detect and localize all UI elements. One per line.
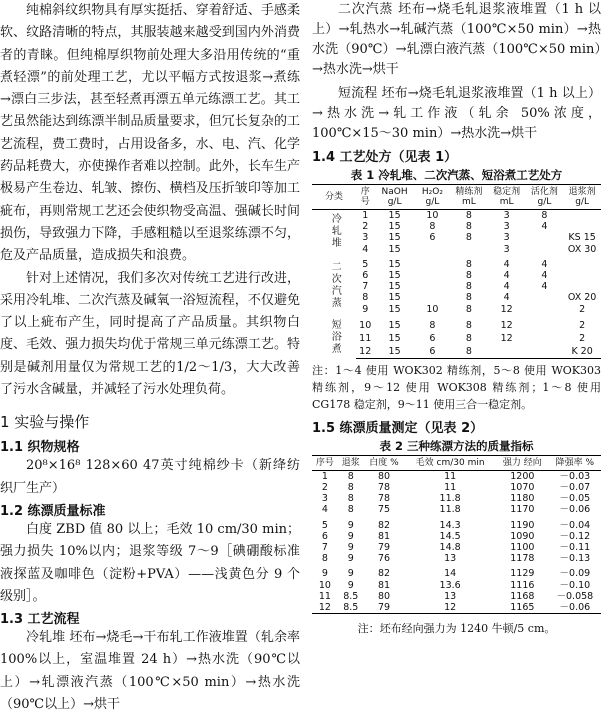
section-1-3-heading: 1.3 工艺流程 xyxy=(0,612,80,628)
table-2-cell: 1180 xyxy=(510,493,535,505)
table-1-cell: 2 xyxy=(579,319,586,331)
table-1-cell: 10 xyxy=(426,303,439,315)
table-1-cell xyxy=(415,281,450,292)
table-1-cell: 15 xyxy=(388,270,401,282)
table-2-cell: 6 xyxy=(321,530,328,542)
table-1-cell xyxy=(563,255,601,270)
table-1-cell: 15 xyxy=(388,243,401,255)
table-2-cell: 11 xyxy=(444,470,457,482)
table-2-cell: 78 xyxy=(377,482,391,494)
table-1-cell: 3 xyxy=(503,232,510,244)
table-row xyxy=(312,244,601,255)
table-1-cell: 4 xyxy=(541,281,548,293)
table-row xyxy=(312,255,601,270)
table-1-cell: 6 xyxy=(415,345,450,358)
table-1-cell: 6 xyxy=(362,270,369,282)
table-1-header: 稳定剂 mL xyxy=(488,185,526,210)
table-2-cell: 9 xyxy=(347,530,354,542)
right-column xyxy=(312,0,601,636)
table-1-cell: 4 xyxy=(503,281,510,293)
table-2-cell: －0.04 xyxy=(559,519,591,531)
table-row xyxy=(312,531,601,542)
table-2-cell: 11 xyxy=(444,482,457,494)
table-1-cell: 15 xyxy=(388,303,401,315)
table-2-cell: 2 xyxy=(321,482,328,494)
table-2-cell: 4 xyxy=(321,504,328,516)
table-1-cell: 4 xyxy=(503,292,510,304)
table-2-cell: 80 xyxy=(377,590,391,602)
table-row xyxy=(312,542,601,553)
table-row xyxy=(312,602,601,614)
table-1-header: H₂O₂ g/L xyxy=(415,185,450,210)
table-2-cell: 13 xyxy=(444,553,457,565)
table-2-cell: 1070 xyxy=(510,482,535,494)
table-2-cell: －0.05 xyxy=(559,493,591,505)
left-column xyxy=(0,0,300,716)
table-2-cell: 82 xyxy=(377,568,391,580)
section-1-5-heading: 1.5 练漂质量测定（见表 2） xyxy=(312,420,484,436)
table-2-cell: 1100 xyxy=(510,542,535,554)
table-1-cell: 12 xyxy=(500,303,513,315)
table-2-cell: 82 xyxy=(377,519,391,531)
table-2-header: 序号 xyxy=(312,455,338,470)
table-1-cell: 8 xyxy=(465,332,472,344)
table-2-cell: －0.13 xyxy=(559,553,591,565)
quality-standard-text: 白度 ZBD 值 80 以上；毛效 10 cm/30 min；强力损失 10%以内；退浆等级 7～9［碘硼酸标准液探蓝及咖啡色（淀粉+PVA）——浅黄色分 9 个级别］。 xyxy=(0,521,300,604)
table-2-cell: 11 xyxy=(318,590,331,602)
table-2-cell: 11.8 xyxy=(439,504,461,516)
table-row xyxy=(312,232,601,243)
table-2-cell: 76 xyxy=(377,553,391,565)
table-row xyxy=(312,553,601,564)
table-row xyxy=(312,304,601,315)
table-row xyxy=(312,516,601,531)
table-1-cell xyxy=(526,292,564,303)
table-2-cell: 1090 xyxy=(510,530,535,542)
table-1-cell: 8 xyxy=(465,281,472,293)
table-2-cell: 14.8 xyxy=(439,542,461,554)
table-1-cell: 9 xyxy=(362,303,369,315)
table-1-cell: 4 xyxy=(503,258,510,270)
table-1-cell: 15 xyxy=(388,319,401,331)
table-row xyxy=(312,591,601,602)
table-2-header: 强力 经向 xyxy=(496,455,549,470)
table-1-cell: 4 xyxy=(541,270,548,282)
table-1-cell: 3 xyxy=(362,232,369,244)
table-1-cell xyxy=(526,332,564,345)
table-1-cell: 15 xyxy=(388,221,401,233)
table-1-cell: 15 xyxy=(388,232,401,244)
table-1-cell xyxy=(415,292,450,303)
table-1-header: 精练剂 mL xyxy=(450,185,488,210)
table-row xyxy=(312,332,601,345)
table-row xyxy=(312,504,601,515)
table-2-cell: 79 xyxy=(377,542,391,554)
table-2-cell: 9 xyxy=(347,542,354,554)
table-1-cell xyxy=(526,232,564,243)
table-1-cell: 8 xyxy=(465,232,472,244)
table-1-cell: 15 xyxy=(388,332,401,344)
table-2 xyxy=(312,455,601,614)
table-1-cell xyxy=(415,270,450,281)
table-2-cell: 8 xyxy=(347,470,354,482)
table-1-cell xyxy=(488,345,526,358)
table-1-cell: 12 xyxy=(356,345,374,358)
table-2-cell: 13.6 xyxy=(439,579,461,591)
table-1-cell: 1 xyxy=(362,210,369,221)
table-row xyxy=(312,482,601,493)
table-2-header: 降强率 % xyxy=(549,455,601,470)
table-row xyxy=(312,470,601,482)
table-2-cell: 81 xyxy=(377,579,391,591)
table-1-cell: 15 xyxy=(388,258,401,270)
table-2-cell: 8 xyxy=(347,482,354,494)
table-1-cell: K 20 xyxy=(563,345,601,358)
section-1-2-heading: 1.2 练漂质量标准 xyxy=(0,503,106,519)
table-2-cell: 1168 xyxy=(510,590,535,602)
table-1-cell: 8 xyxy=(362,292,369,304)
table-2-cell: 10 xyxy=(318,579,331,591)
table-1-cell: 2 xyxy=(579,332,586,344)
table-2-cell: －0.07 xyxy=(559,482,591,494)
table-1-cell: 2 xyxy=(579,303,586,315)
table-1-cell: 4 xyxy=(541,221,548,233)
table-1-cell: 6 xyxy=(429,232,436,244)
table-1-cell: 10 xyxy=(359,319,372,331)
short-process-text: 短流程 坯布→烧毛轧退浆液堆置（1 h 以上）→热水洗→轧工作液（轧余 50%浓度，100℃×15～30 min）→热水洗→烘干 xyxy=(312,86,601,141)
table-2-cell: 12 xyxy=(312,602,338,614)
section-1-4-heading: 1.4 工艺处方（见表 1） xyxy=(312,150,458,165)
table-2-cell: 1190 xyxy=(510,519,535,531)
table-2-cell: 1178 xyxy=(510,553,535,565)
table-1-cell: 8 xyxy=(465,270,472,282)
table-2-cell: －0.11 xyxy=(559,542,591,554)
table-1-header: NaOH g/L xyxy=(374,185,414,210)
table-2-cell: 78 xyxy=(377,493,391,505)
table-2-cell: 8.5 xyxy=(338,602,364,614)
table-2-cell: 9 xyxy=(347,579,354,591)
table-2-cell: 9 xyxy=(347,553,354,565)
table-2-cell: 13 xyxy=(444,590,457,602)
table-1-cell xyxy=(526,345,564,358)
table-1-cell xyxy=(526,304,564,315)
table-2-cell: 14 xyxy=(444,568,457,580)
table-2-cell: 12 xyxy=(404,602,496,614)
table-1-cell: 6 xyxy=(429,332,436,344)
table-2-cell: －0.09 xyxy=(559,568,591,580)
table-2-cell: －0.06 xyxy=(549,602,601,614)
table-row xyxy=(312,493,601,504)
table-2-cell: 1170 xyxy=(510,504,535,516)
table-1-header-row xyxy=(312,185,601,210)
table-row xyxy=(312,210,601,222)
table-row xyxy=(312,564,601,579)
table-1-cell: 3 xyxy=(503,210,510,221)
table-1-cell: 8 xyxy=(465,303,472,315)
table-2-header: 退浆 xyxy=(338,455,364,470)
table-2-cell: 11.8 xyxy=(439,493,461,505)
table-1-cell xyxy=(415,244,450,255)
table-1-header: 退浆剂 g/L xyxy=(563,185,601,210)
table-2-cell: 14.3 xyxy=(439,519,461,531)
table-1-note: 注：1～4 使用 WOK302 精练剂，5～8 使用 WOK303 精练剂，9～12 使用 WOK308 精练剂；1～8 使用 CG178 稳定剂，9～11 使用三合一稳定剂。 xyxy=(312,363,601,411)
section-1-1-heading: 1.1 织物规格 xyxy=(0,440,80,456)
table-2-cell: －0.10 xyxy=(559,579,591,591)
table-1-cell: 4 xyxy=(503,270,510,282)
table-1-cell xyxy=(450,244,488,255)
table-1-cell: 8 xyxy=(465,292,472,304)
table-2-cell: －0.058 xyxy=(556,590,594,602)
table-1-cell: 15 xyxy=(388,281,401,293)
table-1-cell: 2 xyxy=(362,221,369,233)
table-2-cell: 9 xyxy=(321,568,328,580)
table-row xyxy=(312,281,601,292)
table-1-cell: 3 xyxy=(503,221,510,233)
table-1-cell xyxy=(415,255,450,270)
table-2-cell: 80 xyxy=(377,470,391,482)
table-1-cell: 7 xyxy=(362,281,369,293)
table-2-cell: 81 xyxy=(377,530,391,542)
table-2-cell: 1200 xyxy=(510,470,535,482)
table-2-cell: 1165 xyxy=(496,602,549,614)
table-1-cell: 8 xyxy=(429,221,436,233)
table-1-cell xyxy=(526,244,564,255)
table-1-group-label: 短浴煮 xyxy=(329,318,341,355)
table-1-cell xyxy=(563,281,601,292)
table-1-group-label: 冷轧堆 xyxy=(329,212,341,249)
table-2-cell: －0.06 xyxy=(559,504,591,516)
table-row xyxy=(312,580,601,591)
table-1-cell xyxy=(563,270,601,281)
table-1-cell: OX 30 xyxy=(567,243,597,255)
table-1-header: 分类 xyxy=(312,185,356,210)
table-2-cell: 8 xyxy=(347,504,354,516)
table-1-header: 活化剂 g/L xyxy=(526,185,564,210)
table-2-cell: 8 xyxy=(321,553,328,565)
table-1-cell xyxy=(526,315,564,332)
table-1-cell: 4 xyxy=(541,258,548,270)
table-2-cell: 8.5 xyxy=(343,590,359,602)
table-2-header: 毛效 cm/30 min xyxy=(404,455,496,470)
table-2-cell: 14.5 xyxy=(439,530,461,542)
table-2-note: 注：坯布经向强力为 1240 牛顿/5 cm。 xyxy=(357,622,556,636)
table-1-cell: KS 15 xyxy=(568,232,596,244)
table-row xyxy=(312,292,601,303)
intro-paragraph-2: 针对上述情况，我们多次对传统工艺进行改进，采用冷轧堆、二次汽蒸及碱氧一浴短流程，不仅避免了以上疵布产生，同时提高了产品质量。其织物白度、毛效、强力损失均优于常规三单元练漂工艺。特别是碱剂用量仅为常规工艺的1/2～1/3，大大改善了污水含碱量，并减轻了污水处理负荷。 xyxy=(0,270,300,398)
table-1-cell xyxy=(563,210,601,222)
table-1-cell: 8 xyxy=(465,258,472,270)
table-2-cell: －0.03 xyxy=(559,470,591,482)
table-2-cell: 7 xyxy=(321,542,328,554)
table-1-caption: 表 1 冷轧堆、二次汽蒸、短浴煮工艺处方 xyxy=(350,168,563,182)
table-2-cell: 9 xyxy=(347,568,354,580)
table-row xyxy=(312,270,601,281)
process-flow-text: 冷轧堆 坯布→烧毛→干布轧工作液堆置（轧余率 100%以上，室温堆置 24 h）→热水洗（90℃以上）→轧漂液汽蒸（100℃×50 min）→热水洗（90℃以上）→烘干 xyxy=(0,630,300,713)
table-2-cell: 1129 xyxy=(510,568,535,580)
table-1-cell: 3 xyxy=(503,243,510,255)
table-2-cell: 75 xyxy=(377,504,391,516)
fabric-spec-text: 20⁸×16⁸ 128×60 47英寸纯棉纱卡（新绛纺织厂生产） xyxy=(0,458,300,496)
table-2-cell: 1116 xyxy=(510,579,535,591)
table-1 xyxy=(312,184,601,359)
table-1-cell: OX 20 xyxy=(567,292,597,304)
table-1-cell: 8 xyxy=(541,210,548,221)
table-1-cell: 12 xyxy=(500,332,513,344)
table-2-cell: －0.12 xyxy=(559,530,591,542)
table-2-cell: 3 xyxy=(321,493,328,505)
table-1-cell: 8 xyxy=(465,221,472,233)
table-2-cell: 5 xyxy=(321,519,328,531)
table-1-cell: 12 xyxy=(500,319,513,331)
table-2-caption: 表 2 三种练漂方法的质量指标 xyxy=(379,438,534,453)
table-row xyxy=(312,315,601,332)
table-row xyxy=(312,221,601,232)
table-1-cell: 8 xyxy=(450,345,488,358)
second-steam-text: 二次汽蒸 坯布→烧毛轧退浆液堆置（1 h 以上）→轧热水→轧碱汽蒸（100℃×50 min）→热水洗（90℃）→轧漂白液汽蒸（100℃×50 min）→热水洗→烘干 xyxy=(312,2,601,77)
table-2-cell: 8 xyxy=(347,493,354,505)
table-1-cell: 15 xyxy=(388,292,401,304)
table-1-group-label: 二次汽蒸 xyxy=(329,261,341,310)
table-1-cell xyxy=(563,221,601,232)
intro-paragraph: 纯棉斜纹织物具有厚实挺括、穿着舒适、手感柔软、纹路清晰的特点，其服装越来越受到国内外消费者的青睐。但纯棉厚织物前处理大多沿用传统的“重煮轻漂”的前处理工艺，尤以平幅方式按退浆→煮练→漂白三步法，甚至轻煮再漂五单元练漂工艺。其工艺虽然能达到练漂半制品质量要求，但冗长复杂的工艺流程，费工费时，占用设备多，水、电、汽、化学药品耗费大，亦使操作者难以控制。此外，长车生产极易产生卷边、轧皱、擦伤、横档及压折皱印等加工疵布，再则常规工艺还会使织物受高温、强碱长时间损伤，导致强力下降，手感粗糙以至退浆练漂不匀，危及产品质量，造成损失和浪费。 xyxy=(0,3,300,264)
table-1-cell: 10 xyxy=(426,210,439,221)
table-2-header-row xyxy=(312,455,601,470)
table-2-cell: 1 xyxy=(321,470,328,482)
table-1-cell: 8 xyxy=(429,319,436,331)
table-1-cell: 15 xyxy=(374,345,414,358)
table-1-cell: 5 xyxy=(362,258,369,270)
table-1-header: 序号 xyxy=(356,185,374,210)
table-2-header: 白度 % xyxy=(364,455,405,470)
table-1-cell: 8 xyxy=(465,319,472,331)
table-1-cell: 11 xyxy=(359,332,372,344)
section-1-heading: 1 实验与操作 xyxy=(0,413,90,432)
table-1-cell: 8 xyxy=(465,210,472,221)
table-2-cell: 79 xyxy=(364,602,405,614)
table-1-cell: 15 xyxy=(388,210,401,221)
table-2-cell: 9 xyxy=(347,519,354,531)
table-1-cell: 4 xyxy=(362,243,369,255)
table-row xyxy=(312,345,601,358)
